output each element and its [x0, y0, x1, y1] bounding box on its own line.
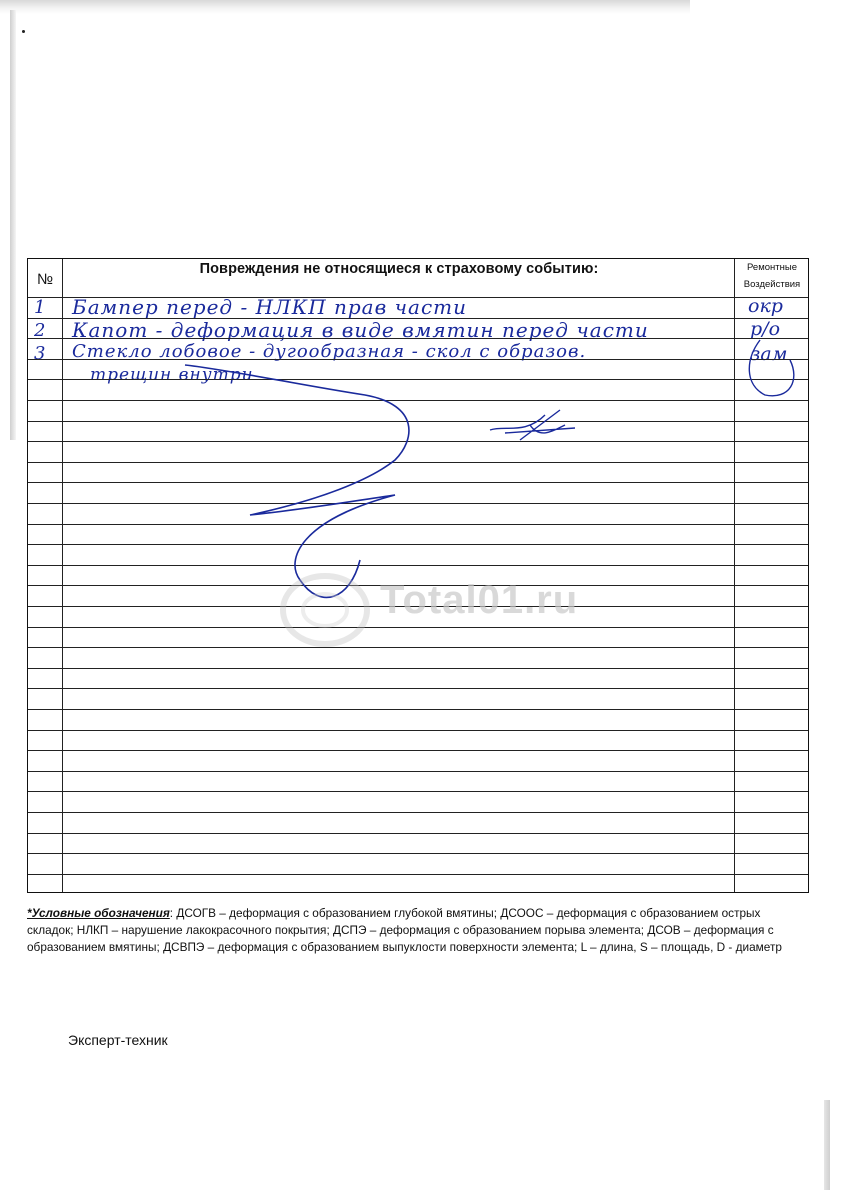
legend-title: *Условные обозначения	[27, 906, 170, 920]
row-2-remedial: р/о	[750, 318, 781, 340]
watermark-text: Total01.ru	[380, 578, 579, 622]
row-2-number: 2	[34, 320, 46, 341]
legend-body: : ДСОГВ – деформация с образованием глубокой вмятины; ДСООС – деформация с образованием острых складок; НЛКП – нарушение лакокрасочного покрытия; ДСПЭ – деформация с образованием порыва элемента; ДСОВ – деформация с образованием вмятины; ДСВПЭ – деформация с образованием выпуклости поверхности элемента; L – длина, S – площадь, D - диаметр	[27, 906, 782, 954]
signature-label: Эксперт-техник	[68, 1032, 168, 1048]
header-number: №	[36, 270, 54, 288]
header-remedial-line1: Ремонтные	[747, 262, 797, 273]
table-title: Повреждения не относящиеся к страховому событию:	[199, 261, 599, 277]
row-1-description: Бампер перед - НЛКП прав части	[72, 295, 468, 319]
row-1-number: 1	[34, 297, 46, 318]
row-4-description: трещин внутри	[90, 365, 254, 385]
row-2-description: Капот - деформация в виде вмятин перед части	[72, 318, 649, 342]
row-3-description: Стекло лобовое - дугообразная - скол с образов.	[72, 341, 587, 362]
initials-mark	[490, 410, 575, 440]
legend-notes	[27, 905, 809, 956]
header-remedial-line2: Воздействия	[743, 279, 801, 290]
row-3-number: 3	[34, 343, 46, 364]
row-1-remedial: окр	[748, 295, 783, 317]
row-3-remedial: зам	[750, 343, 788, 365]
